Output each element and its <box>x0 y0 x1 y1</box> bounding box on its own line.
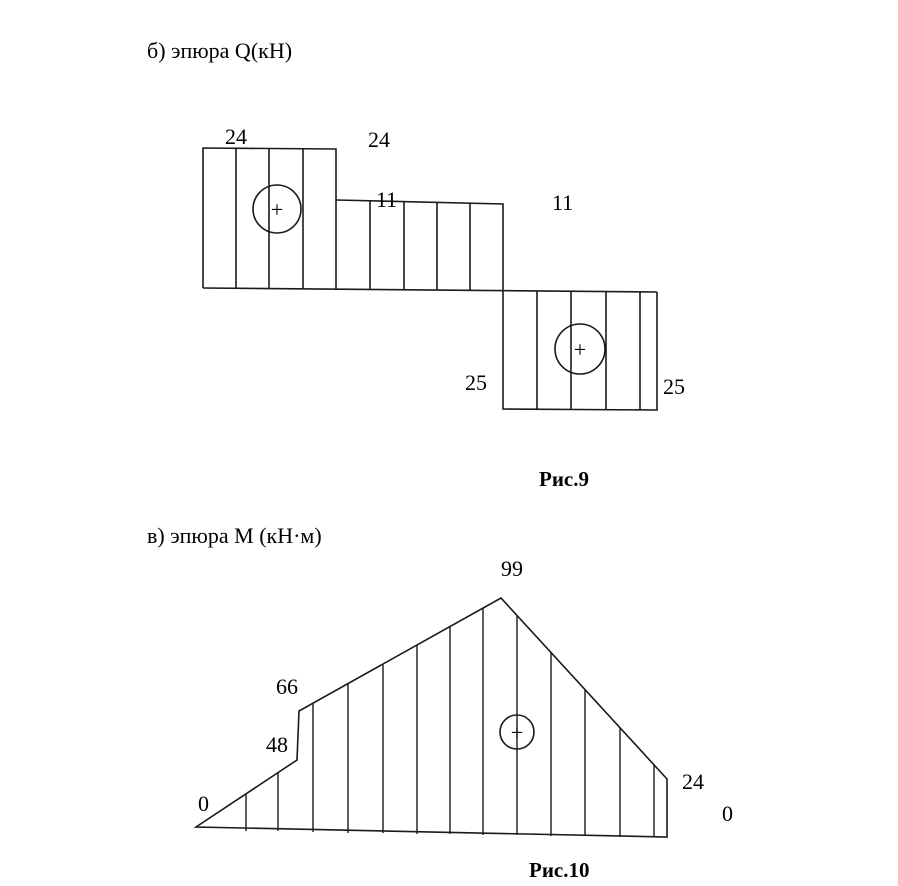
moment-diagram-caption: Рис.10 <box>529 858 590 882</box>
shear-value-seg2-right: 11 <box>552 190 574 215</box>
svg-text:+: + <box>510 720 524 745</box>
moment-value-jump-low: 48 <box>266 732 288 757</box>
moment-value-end-high: 24 <box>682 769 704 794</box>
shear-value-seg3-right: 25 <box>663 374 685 399</box>
moment-diagram <box>147 523 733 882</box>
shear-sign-marker-1 <box>253 185 301 233</box>
moment-value-start: 0 <box>198 791 209 816</box>
shear-value-seg2-left: 11 <box>376 187 398 212</box>
moment-value-jump-high: 66 <box>276 674 298 699</box>
shear-segment-1 <box>203 148 336 289</box>
svg-text:+: + <box>270 197 284 222</box>
shear-diagram-title: б) эпюра Q(кН) <box>147 38 293 63</box>
moment-value-end-low: 0 <box>722 801 733 826</box>
moment-diagram-title: в) эпюра М (кН·м) <box>147 523 322 548</box>
moment-hatching <box>246 608 654 837</box>
moment-sign-marker <box>500 715 534 749</box>
shear-value-seg1-right: 24 <box>368 127 390 152</box>
shear-diagram-caption: Рис.9 <box>539 467 589 491</box>
shear-baseline <box>203 288 657 292</box>
moment-outline <box>196 598 667 837</box>
shear-segment-2 <box>336 200 503 290</box>
shear-sign-marker-2 <box>555 324 605 374</box>
shear-value-seg1-left: 24 <box>225 124 247 149</box>
shear-value-seg3-left: 25 <box>465 370 487 395</box>
shear-diagram <box>147 38 685 491</box>
svg-text:+: + <box>573 337 587 362</box>
moment-value-peak: 99 <box>501 556 523 581</box>
